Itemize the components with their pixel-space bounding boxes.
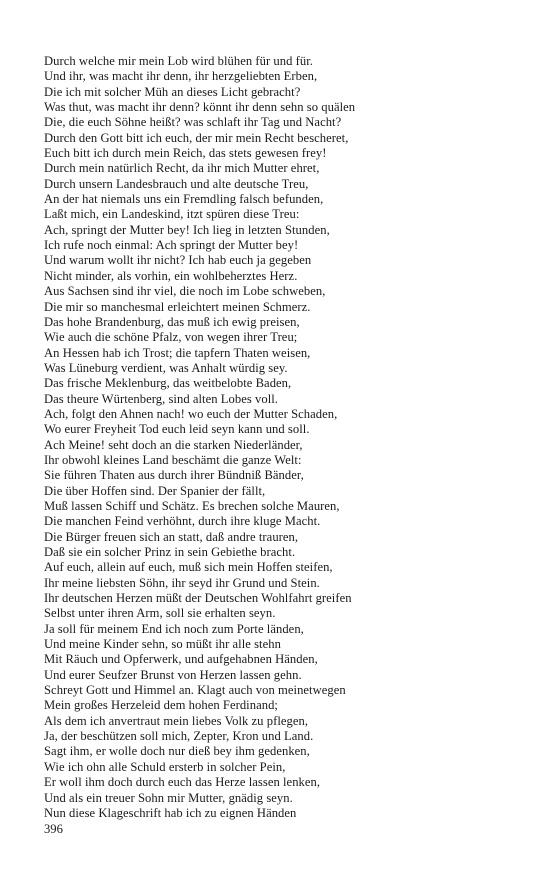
verse-line: Daß sie ein solcher Prinz in sein Gebiethe bracht. [44,545,296,559]
verse-line: Wie ich ohn alle Schuld ersterb in solcher Pein, [44,759,286,774]
verse-line: Sagt ihm, er wolle doch nur dieß bey ihm gedenken, [44,744,310,759]
verse-line: Muß lassen Schiff und Schätz. Es brechen solche Mauren, [44,498,340,513]
verse-line: Schreyt Gott und Himmel an. Klagt auch von meinetwegen [44,683,346,698]
verse-line: Die über Hoffen sind. Der Spanier der fällt, [44,483,266,498]
verse-line: Ach Meine! seht doch an die starken Niederländer, [44,437,303,452]
verse-line: Ach, springt der Mutter bey! Ich lieg in letzten Stunden, [44,222,330,237]
verse-line: Die manchen Feind verhöhnt, durch ihre kluge Macht. [44,514,321,529]
verse-line: Was thut, was macht ihr denn? könnt ihr denn sehn so quälen [44,100,356,115]
verse-line: Wie auch die schöne Pfalz, von wegen ihrer Treu; [44,330,298,345]
verse-line: Durch mein natürlich Recht, da ihr mich Mutter ehret, [44,161,320,176]
verse-line: Auf euch, allein auf euch, muß sich mein Hoffen steifen, [44,560,333,575]
verse-line: Das theure Würtenberg, sind alten Lobes voll. [44,391,279,406]
verse-line: Die, die euch Söhne heißt? was schlaft ihr Tag und Nacht? [44,115,342,130]
verse-line: Wo eurer Freyheit Tod euch leid seyn kann und soll. [44,422,310,437]
verse-line: Und ihr, was macht ihr denn, ihr herzgeliebten Erben, [44,69,318,84]
verse-line: Ja soll für meinem End ich noch zum Porte länden, [44,621,304,636]
verse-line: Durch unsern Landesbrauch und alte deutsche Treu, [44,176,309,191]
verse-line: Ach, folgt den Ahnen nach! wo euch der Mutter Schaden, [44,406,338,421]
verse-line: An Hessen hab ich Trost; die tapfern Thaten weisen, [44,345,311,360]
verse-line: Und eurer Seufzer Brunst von Herzen lassen gehn. [44,667,302,682]
verse-line: Aus Sachsen sind ihr viel, die noch im Lobe schweben, [44,284,326,299]
verse-line: Durch den Gott bitt ich euch, der mir mein Recht bescheret, [44,130,349,145]
verse-line: Ihr meine liebsten Söhn, ihr seyd ihr Grund und Stein. [44,575,320,590]
verse-line: Ja, der beschützen soll mich, Zepter, Kron und Land. [44,729,314,744]
verse-line: Ihr obwohl kleines Land beschämt die ganze Welt: [44,452,302,467]
verse-line: Als dem ich anvertraut mein liebes Volk zu pflegen, [44,713,309,728]
verse-line: Ich rufe noch einmal: Ach springt der Mutter bey! [44,238,299,253]
verse-line: Die Bürger freuen sich an statt, daß andre trauren, [44,529,299,544]
verse-line: Was Lüneburg verdient, was Anhalt würdig sey. [44,360,288,375]
verse-line: An der hat niemals uns ein Fremdling falsch befunden, [44,192,324,207]
verse-line: Und warum wollt ihr nicht? Ich hab euch ja gegeben [44,253,312,268]
verse-line: Selbst unter ihren Arm, soll sie erhalten seyn. [44,606,276,621]
verse-line: Mein großes Herzeleid dem hohen Ferdinand; [44,698,278,713]
page-number: 396 [44,822,63,836]
verse-line: Durch welche mir mein Lob wird blühen für und für. [44,54,313,68]
verse-line: Und meine Kinder sehn, so müßt ihr alle stehn [44,637,281,652]
verse-line: Das frische Meklenburg, das weitbelobte Baden, [44,376,292,391]
verse-line: Die ich mit solcher Müh an dieses Licht gebracht? [44,84,301,99]
verse-line: Mit Räuch und Opferwerk, und aufgehabnen Händen, [44,652,318,667]
verse-line: Sie führen Thaten aus durch ihrer Bündniß Bänder, [44,468,304,483]
verse-line: Nicht minder, als vorhin, ein wohlbeherztes Herz. [44,268,298,283]
verse-line: Ihr deutschen Herzen müßt der Deutschen Wohlfahrt greifen [44,591,352,606]
verse-line: Euch bitt ich durch mein Reich, das stets gewesen frey! [44,146,327,161]
verse-line: Die mir so manchesmal erleichtert meinen Schmerz. [44,299,311,314]
verse-line: Das hohe Brandenburg, das muß ich ewig preisen, [44,314,300,329]
verse-line: Und als ein treuer Sohn mir Mutter, gnädig seyn. [44,790,293,805]
verse-line: Er woll ihm doch durch euch das Herze lassen lenken, [44,775,321,790]
verse-line: Nun diese Klageschrift hab ich zu eignen Händen [44,805,297,820]
verse-line: Laßt mich, ein Landeskind, itzt spüren diese Treu: [44,207,300,222]
poem-text-block [44,54,514,821]
